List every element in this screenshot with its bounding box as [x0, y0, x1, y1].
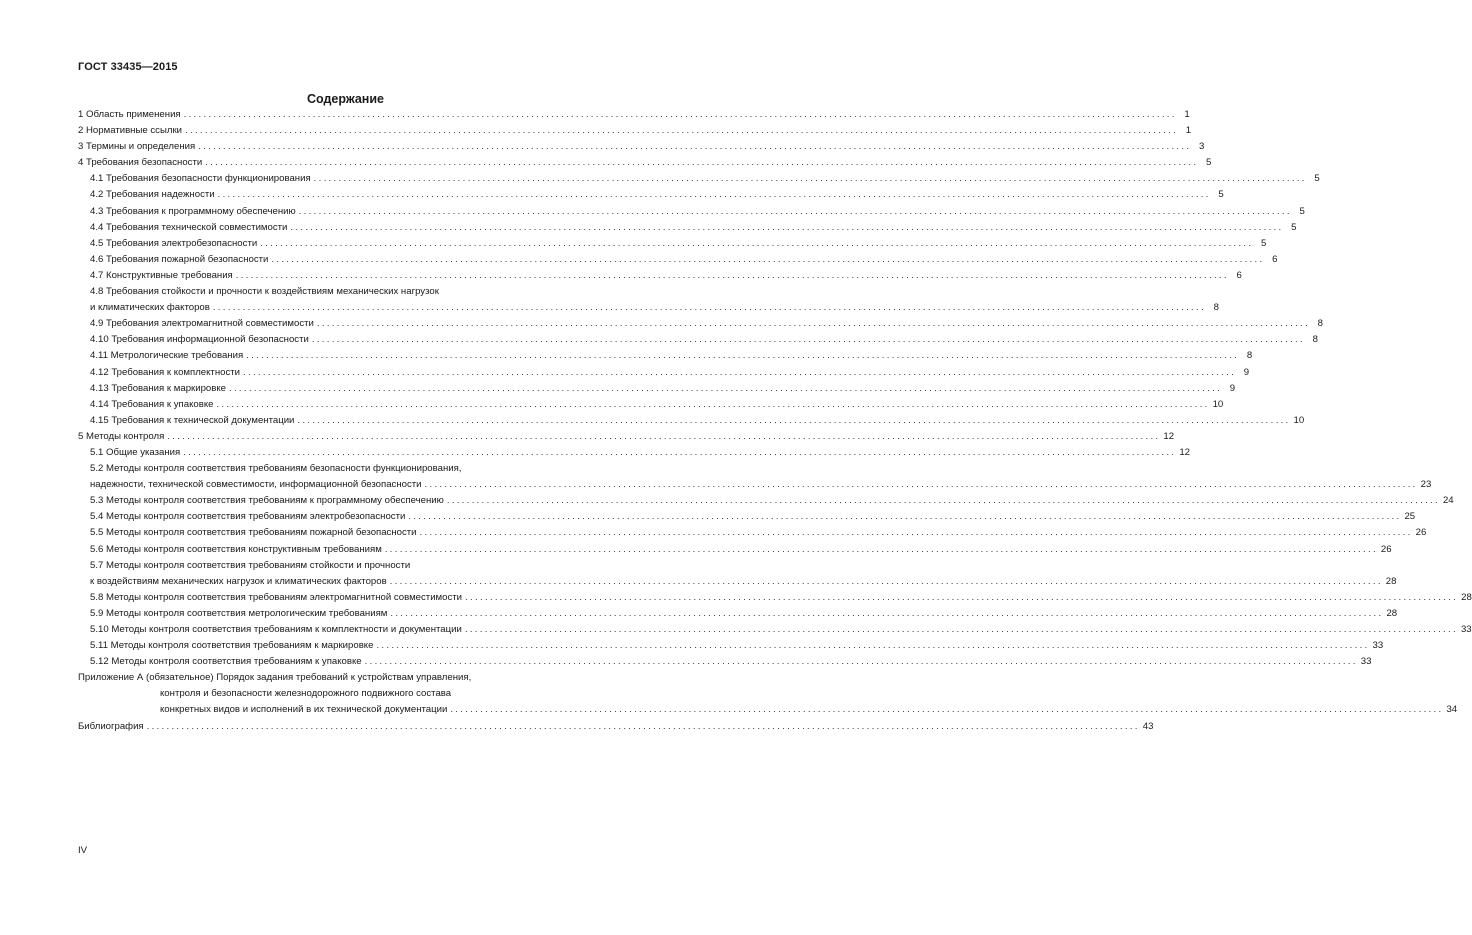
- toc-entry[interactable]: [78, 509, 1416, 525]
- dot-leader: ........................................................................................................................................................................................................: [311, 334, 1305, 346]
- toc-entry-page: 8: [1312, 334, 1318, 346]
- toc-entry-title: 5.12 Методы контроля соответствия требованиям к упаковке: [90, 656, 362, 668]
- toc-entry-page: 25: [1404, 511, 1416, 523]
- dot-leader: ........................................................................................................................................................................................................: [243, 366, 1237, 378]
- dot-leader: ........................................................................................................................................................................................................: [313, 173, 1307, 185]
- toc-entry-line: контроля и безопасности железнодорожного подвижного состава: [160, 688, 452, 700]
- toc-entry-page: 9: [1229, 382, 1236, 394]
- dot-leader: ........................................................................................................................................................................................................: [446, 495, 1440, 507]
- toc-entry-page: 5: [1218, 189, 1224, 201]
- toc-entry-page: 34: [1446, 704, 1458, 716]
- dot-leader: ........................................................................................................................................................................................................: [316, 318, 1310, 330]
- dot-leader: ........................................................................................................................................................................................................: [384, 543, 1378, 555]
- toc-entry-title: 5.5 Методы контроля соответствия требованиям пожарной безопасности: [90, 527, 417, 539]
- toc-entry-page: 5: [1260, 237, 1267, 249]
- page-number: IV: [78, 845, 88, 856]
- dot-leader: ........................................................................................................................................................................................................: [419, 527, 1413, 539]
- dot-leader: ........................................................................................................................................................................................................: [408, 511, 1402, 523]
- toc-entry[interactable]: [78, 204, 1305, 220]
- toc-entry-title: 2 Нормативные ссылки: [78, 125, 183, 137]
- toc-entry-page: 5: [1299, 205, 1305, 217]
- toc-entry[interactable]: [78, 397, 1224, 413]
- toc-entry[interactable]: [78, 268, 1242, 284]
- dot-leader: ........................................................................................................................................................................................................: [146, 720, 1140, 732]
- dot-leader: ........................................................................................................................................................................................................: [390, 607, 1384, 619]
- toc-entry-page: 5: [1291, 221, 1297, 233]
- toc-entry[interactable]: [78, 187, 1224, 203]
- toc-entry-title: 5.9 Методы контроля соответствия метрологическим требованиям: [90, 607, 388, 619]
- toc-entry-title: 4.12 Требования к комплектности: [90, 366, 241, 378]
- toc-entry-page: 12: [1179, 446, 1190, 458]
- dot-leader: ........................................................................................................................................................................................................: [364, 656, 1358, 668]
- toc-entry-title: конкретных видов и исполнений в их технической документации: [160, 704, 448, 716]
- toc-entry-title: 4 Требования безопасности: [78, 157, 203, 169]
- toc-entry-title: 4.9 Требования электромагнитной совместимости: [90, 318, 314, 330]
- toc-entry-page: 5: [1205, 157, 1212, 169]
- toc-entry-title: 4.1 Требования безопасности функционирования: [90, 173, 311, 185]
- toc-entry[interactable]: [78, 719, 1154, 735]
- toc-entry[interactable]: [78, 155, 1212, 171]
- toc-entry-page: 33: [1360, 656, 1372, 668]
- toc-entry-page: 9: [1243, 366, 1250, 378]
- toc-entry-title: 4.5 Требования электробезопасности: [90, 237, 258, 249]
- toc-entry[interactable]: [78, 461, 1432, 493]
- toc-entry-page: 28: [1385, 575, 1397, 587]
- toc-entry-page: 1: [1185, 125, 1192, 137]
- toc-entry-page: 28: [1386, 607, 1398, 619]
- toc-entry[interactable]: [78, 654, 1372, 670]
- toc-entry-title: 4.14 Требования к упаковке: [90, 398, 214, 410]
- toc-entry[interactable]: [78, 348, 1253, 364]
- toc-entry-page: 23: [1420, 479, 1432, 491]
- toc-entry-title: 5.8 Методы контроля соответствия требованиям электромагнитной совместимости: [90, 591, 463, 603]
- toc-entry-page: 6: [1236, 269, 1242, 281]
- toc-entry[interactable]: [78, 413, 1305, 429]
- toc-entry-title: и климатических факторов: [90, 302, 210, 314]
- toc-entry[interactable]: [78, 220, 1297, 236]
- toc-entry[interactable]: [78, 590, 1472, 606]
- dot-leader: ........................................................................................................................................................................................................: [424, 479, 1418, 491]
- toc-entry[interactable]: [78, 493, 1454, 509]
- toc-entry-page: 24: [1442, 495, 1454, 507]
- table-of-contents: [78, 107, 1472, 735]
- dot-leader: ........................................................................................................................................................................................................: [298, 205, 1292, 217]
- toc-entry-title: 5.1 Общие указания: [90, 446, 181, 458]
- toc-entry-title: 5 Методы контроля: [78, 430, 165, 442]
- toc-entry-page: 8: [1246, 350, 1253, 362]
- dot-leader: ........................................................................................................................................................................................................: [212, 302, 1206, 314]
- toc-entry-title: 5.4 Методы контроля соответствия требованиям электробезопасности: [90, 511, 406, 523]
- dot-leader: ........................................................................................................................................................................................................: [465, 591, 1459, 603]
- toc-entry-title: 5.3 Методы контроля соответствия требованиям к программному обеспечению: [90, 495, 444, 507]
- toc-entry-page: 26: [1380, 543, 1392, 555]
- toc-entry-page: 5: [1314, 173, 1320, 185]
- dot-leader: ........................................................................................................................................................................................................: [290, 221, 1284, 233]
- toc-entry-title: 4.10 Требования информационной безопасности: [90, 334, 309, 346]
- toc-entry-page: 1: [1184, 109, 1190, 120]
- toc-entry-line: 5.7 Методы контроля соответствия требованиям стойкости и прочности: [90, 559, 411, 571]
- dot-leader: ........................................................................................................................................................................................................: [235, 269, 1229, 281]
- dot-leader: ........................................................................................................................................................................................................: [464, 624, 1458, 635]
- dot-leader: ........................................................................................................................................................................................................: [167, 430, 1161, 442]
- dot-leader: ........................................................................................................................................................................................................: [271, 253, 1265, 265]
- toc-entry-title: 1 Область применения: [78, 109, 181, 120]
- dot-leader: ........................................................................................................................................................................................................: [217, 189, 1211, 201]
- toc-entry[interactable]: [78, 236, 1267, 252]
- toc-entry-page: 8: [1213, 302, 1219, 314]
- dot-leader: ........................................................................................................................................................................................................: [198, 141, 1192, 153]
- toc-entry-title: 4.6 Требования пожарной безопасности: [90, 253, 269, 265]
- toc-entry[interactable]: [78, 525, 1427, 541]
- dot-leader: ........................................................................................................................................................................................................: [216, 398, 1210, 410]
- toc-entry[interactable]: [78, 365, 1250, 381]
- document-code: ГОСТ 33435—2015: [78, 61, 178, 73]
- toc-entry-page: 12: [1163, 430, 1175, 442]
- toc-entry-line: Приложение А (обязательное) Порядок задания требований к устройствам управления,: [78, 672, 472, 684]
- toc-entry-title: 4.15 Требования к технической документации: [90, 414, 295, 426]
- toc-entry[interactable]: [78, 445, 1190, 461]
- dot-leader: ........................................................................................................................................................................................................: [229, 382, 1223, 394]
- toc-entry-page: 28: [1461, 591, 1472, 603]
- dot-leader: ........................................................................................................................................................................................................: [389, 575, 1383, 587]
- dot-leader: ........................................................................................................................................................................................................: [185, 125, 1179, 137]
- toc-entry[interactable]: [78, 252, 1278, 268]
- toc-entry[interactable]: [78, 638, 1384, 654]
- toc-entry-page: 43: [1142, 720, 1154, 732]
- toc-entry[interactable]: [78, 332, 1318, 348]
- toc-entry[interactable]: [78, 123, 1192, 139]
- toc-entry[interactable]: [78, 171, 1320, 187]
- toc-entry-title: 4.7 Конструктивные требования: [90, 269, 233, 281]
- toc-entry-page: 33: [1460, 624, 1472, 635]
- toc-entry-title: 4.2 Требования надежности: [90, 189, 215, 201]
- dot-leader: ........................................................................................................................................................................................................: [260, 237, 1254, 249]
- toc-entry-page: 10: [1293, 414, 1305, 426]
- toc-entry[interactable]: [78, 429, 1175, 445]
- toc-entry-page: 3: [1198, 141, 1205, 153]
- dot-leader: ........................................................................................................................................................................................................: [183, 109, 1177, 120]
- toc-entry[interactable]: [78, 316, 1323, 332]
- toc-entry-title: 4.3 Требования к программному обеспечению: [90, 205, 296, 217]
- toc-entry[interactable]: [78, 558, 1397, 590]
- toc-entry[interactable]: [78, 542, 1392, 558]
- toc-entry-title: 5.11 Методы контроля соответствия требованиям к маркировке: [90, 640, 374, 652]
- toc-entry[interactable]: [78, 606, 1398, 622]
- toc-entry-page: 8: [1317, 318, 1323, 330]
- dot-leader: ........................................................................................................................................................................................................: [450, 704, 1444, 716]
- dot-leader: ........................................................................................................................................................................................................: [297, 414, 1291, 426]
- toc-entry[interactable]: [78, 670, 1458, 718]
- toc-entry-line: 4.8 Требования стойкости и прочности к воздействиям механических нагрузок: [90, 286, 439, 298]
- toc-entry-title: 5.10 Методы контроля соответствия требованиям к комплектности и документации: [90, 624, 462, 635]
- toc-entry-title: надежности, технической совместимости, информационной безопасности: [90, 479, 422, 491]
- toc-entry-title: 3 Термины и определения: [78, 141, 196, 153]
- toc-entry[interactable]: [78, 107, 1190, 123]
- toc-entry-line: 5.2 Методы контроля соответствия требованиям безопасности функционирования,: [90, 463, 462, 475]
- toc-entry-title: 4.11 Метрологические требования: [90, 350, 244, 362]
- dot-leader: ........................................................................................................................................................................................................: [376, 640, 1370, 652]
- toc-entry[interactable]: [78, 381, 1236, 397]
- toc-entry-title: 4.4 Требования технической совместимости: [90, 221, 288, 233]
- toc-entry[interactable]: [78, 622, 1472, 638]
- toc-entry-title: Библиография: [78, 720, 144, 732]
- toc-entry-page: 6: [1272, 253, 1278, 265]
- toc-entry-title: 5.6 Методы контроля соответствия конструктивным требованиям: [90, 543, 382, 555]
- dot-leader: ........................................................................................................................................................................................................: [183, 446, 1177, 458]
- page-title: Содержание: [306, 92, 384, 106]
- dot-leader: ........................................................................................................................................................................................................: [246, 350, 1240, 362]
- dot-leader: ........................................................................................................................................................................................................: [205, 157, 1199, 169]
- toc-entry[interactable]: [78, 139, 1205, 155]
- toc-entry-title: 4.13 Требования к маркировке: [90, 382, 226, 394]
- toc-entry-page: 10: [1212, 398, 1224, 410]
- toc-entry-page: 33: [1372, 640, 1384, 652]
- toc-entry-page: 26: [1415, 527, 1427, 539]
- toc-entry-title: к воздействиям механических нагрузок и климатических факторов: [90, 575, 387, 587]
- toc-entry[interactable]: [78, 284, 1219, 316]
